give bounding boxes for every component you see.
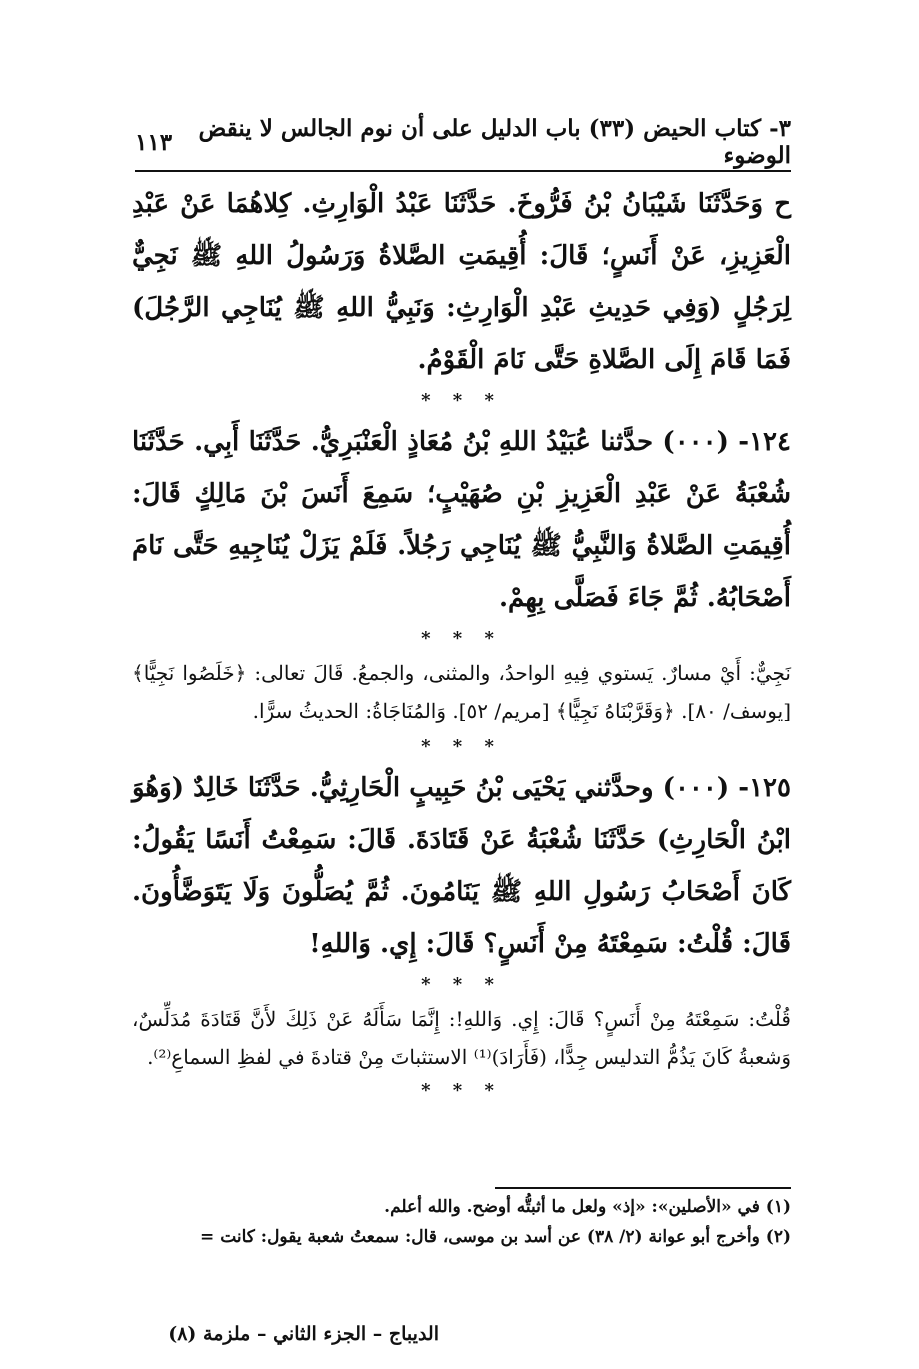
header-rule bbox=[135, 170, 791, 172]
section-separator-5: * * * bbox=[421, 1080, 502, 1101]
commentary-note-2: قُلْتُ: سَمِعْتَهُ مِنْ أَنَسٍ؟ قَالَ: إِي. وَاللهِ!: إِنَّمَا سَأَلَهُ عَنْ ذَلِكَ لأَنَّ قَتَادَةَ مُدَلِّسٌ، وَشعبةُ كَانَ يَذُمُّ التدليس جِدًّا، (فَأَرَادَ)⁽¹⁾ الاستثباتَ مِنْ قتادةَ في لفظِ السماعِ⁽²⁾. bbox=[132, 1007, 791, 1069]
hadith-paragraph-124: ١٢٤- (٠٠٠) حدَّثنا عُبَيْدُ اللهِ بْنُ مُعَاذٍ الْعَنْبَرِيُّ. حَدَّثَنَا أَبِي. حَدَّثَنَا شُعْبَةُ عَنْ عَبْدِ الْعَزِيزِ بْنِ صُهَيْبٍ؛ سَمِعَ أَنَسَ بْنَ مَالِكٍ قَالَ: أُقِيمَتِ الصَّلاةُ وَالنَّبِيُّ ﷺ يُنَاجِي رَجُلاً. فَلَمْ يَزَلْ يُنَاجِيهِ حَتَّى نَامَ أَصْحَابُهُ. ثُمَّ جَاءَ فَصَلَّى بِهِمْ. bbox=[132, 427, 791, 613]
page-number: ١١٣ bbox=[135, 128, 173, 156]
hadith-paragraph-125: ١٢٥- (٠٠٠) وحدَّثني يَحْيَى بْنُ حَبِيبٍ الْحَارِثِيُّ. حَدَّثَنَا خَالِدٌ (وَهُوَ ابْنُ الْحَارِثِ) حَدَّثَنَا شُعْبَةُ عَنْ قَتَادَةَ. قَالَ: سَمِعْتُ أَنَسًا يَقُولُ: كَانَ أَصْحَابُ رَسُولِ اللهِ ﷺ يَنَامُونَ. ثُمَّ يُصَلُّونَ وَلَا يَتَوَضَّأُونَ. قَالَ: قُلْتُ: سَمِعْتَهُ مِنْ أَنَسٍ؟ قَالَ: إِي. وَاللهِ! bbox=[132, 773, 791, 959]
section-separator-2: * * * bbox=[421, 628, 502, 649]
footnote-rule bbox=[495, 1187, 791, 1189]
footnote-1: (١) في «الأصلين»: «إذ» ولعل ما أثبتُّه أوضح. والله أعلم. bbox=[384, 1197, 791, 1217]
printer-signature: الديباج – الجزء الثاني – ملزمة (٨) bbox=[168, 1323, 439, 1345]
section-separator-3: * * * bbox=[421, 736, 502, 757]
section-separator-1: * * * bbox=[421, 390, 502, 411]
section-separator-4: * * * bbox=[421, 974, 502, 995]
main-text bbox=[132, 178, 791, 1106]
commentary-note-1: نَجِيٌّ: أَيْ مسارٌ. يَستوي فِيهِ الواحدُ، والمثنى، والجمعُ. قَالَ تعالى: ﴿خَلَصُوا نَجِيًّا﴾ [يوسف/ ٨٠]. ﴿وَقَرَّبْنَاهُ نَجِيًّا﴾ [مريم/ ٥٢]. وَالمُنَاجَاةُ: الحديثُ سرًّا. bbox=[132, 661, 791, 723]
footnote-2: (٢) وأخرج أبو عوانة (٢/ ٣٨) عن أسد بن موسى، قال: سمعتُ شعبة يقول: كانت = bbox=[200, 1227, 791, 1247]
hadith-paragraph-1: ح وَحَدَّثَنَا شَيْبَانُ بْنُ فَرُّوخَ. حَدَّثَنَا عَبْدُ الْوَارِثِ. كِلاهُمَا عَنْ عَبْدِ الْعَزِيزِ، عَنْ أَنَسٍ؛ قَالَ: أُقِيمَتِ الصَّلاةُ وَرَسُولُ اللهِ ﷺ نَجِيٌّ لِرَجُلٍ (وَفِي حَدِيثِ عَبْدِ الْوَارِثِ: وَنَبِيُّ اللهِ ﷺ يُنَاجِي الرَّجُلَ) فَمَا قَامَ إِلَى الصَّلاةِ حَتَّى نَامَ الْقَوْمُ. bbox=[132, 189, 791, 375]
chapter-title: ٣- كتاب الحيض (٣٣) باب الدليل على أن نوم الجالس لا ينقض الوضوء bbox=[198, 115, 791, 169]
page-header bbox=[135, 115, 791, 169]
footnotes bbox=[132, 1192, 791, 1252]
